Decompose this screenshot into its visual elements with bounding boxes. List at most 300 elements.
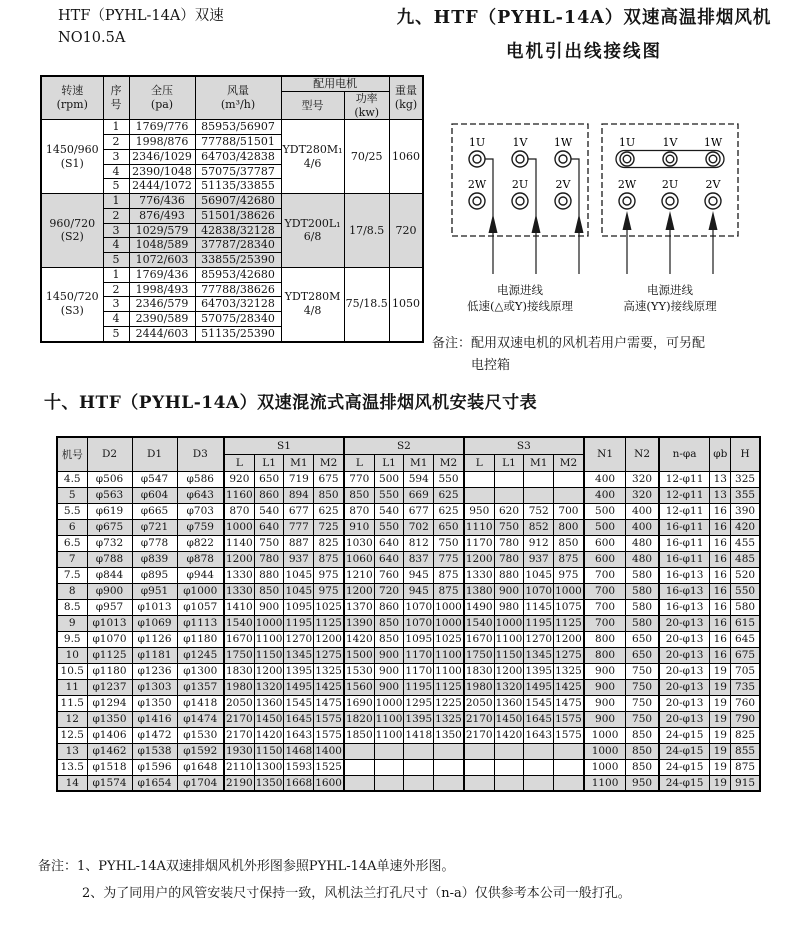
dim-cell: 900 [584, 663, 626, 679]
col-subheader-l: L [224, 454, 254, 471]
seq-cell: 3 [103, 223, 129, 238]
dim-cell: 16-φ11 [659, 535, 710, 551]
dim-cell: 920 [224, 471, 254, 487]
terminal-label: 2V [705, 178, 721, 191]
dim-cell: 1320 [255, 681, 283, 693]
dim-cell: 750 [626, 711, 659, 727]
note-line-2: 2、为了同用户的风管安装尺寸保持一致，风机法兰打孔尺寸（n-a）仅供参考本公司一般打孔。 [82, 885, 631, 901]
size-cell: 12.5 [57, 727, 87, 743]
dim-cell: 860 [374, 599, 404, 615]
dim-cell: 677 [284, 503, 314, 519]
dim-cell: 887 [284, 535, 314, 551]
dim-cell [524, 759, 554, 775]
dim-cell: 1275 [315, 649, 342, 661]
dim-cell: φ1538 [132, 743, 177, 759]
dim-cell: 485 [731, 551, 760, 567]
flow-cell: 51501/38626 [195, 208, 281, 223]
high-speed-caption: 电源进线 高速(YY)接线原理 [623, 283, 717, 314]
dim-cell: 837 [404, 551, 434, 567]
speed-cell: 960/720 (S2) [41, 194, 103, 268]
dim-cell [524, 487, 554, 503]
bus-bar [616, 151, 724, 168]
size-cell: 10.5 [57, 663, 87, 679]
dim-cell: 1475 [555, 697, 582, 709]
dim-cell: 1270 [285, 633, 313, 645]
dim-cell: φ1357 [177, 679, 224, 695]
dim-cell: 1670 [226, 633, 253, 645]
install-row [57, 743, 760, 759]
pressure-cell: 1029/579 [129, 223, 195, 238]
dim-cell [524, 471, 554, 487]
dim-cell: 900 [584, 695, 626, 711]
dim-cell: 1100 [435, 649, 462, 661]
dim-cell: φ839 [132, 551, 177, 567]
dim-cell: 1170 [405, 665, 433, 677]
dim-cell [434, 759, 464, 775]
size-cell: 4.5 [57, 471, 87, 487]
dim-cell: φ822 [177, 535, 224, 551]
dim-cell: 16 [710, 519, 731, 535]
dim-cell: 1275 [555, 649, 582, 661]
col-subheader-l: L [344, 454, 374, 471]
dim-cell: 752 [524, 503, 554, 519]
dim-cell: 2110 [226, 761, 253, 773]
seq-cell: 4 [103, 164, 129, 179]
dim-cell: φ1472 [132, 727, 177, 743]
install-row [57, 487, 760, 503]
dim-cell: 1200 [465, 553, 493, 565]
dim-cell: 1450 [255, 713, 283, 725]
dim-cell: φ1474 [177, 711, 224, 727]
dim-cell: 677 [404, 503, 434, 519]
dim-cell: 880 [494, 567, 524, 583]
dim-cell: 900 [254, 599, 284, 615]
size-cell: 6 [57, 519, 87, 535]
dim-cell: 19 [710, 727, 731, 743]
dim-cell: 1350 [435, 729, 462, 741]
weight-cell: 720 [389, 194, 423, 268]
install-row [57, 695, 760, 711]
dim-cell: 1420 [255, 729, 283, 741]
dim-cell [344, 743, 374, 759]
dim-cell: 1150 [495, 649, 523, 661]
dim-cell: φ1113 [177, 615, 224, 631]
dim-cell [494, 743, 524, 759]
dim-cell: 1150 [255, 649, 283, 661]
section9-note [432, 333, 776, 377]
dim-cell: 1850 [345, 729, 373, 741]
size-cell: 8.5 [57, 599, 87, 615]
dim-cell: 750 [626, 695, 659, 711]
dim-cell: φ703 [177, 503, 224, 519]
dim-cell: 1295 [405, 697, 433, 709]
bottom-terminals [619, 193, 721, 209]
col-subheader-l1: L1 [374, 454, 404, 471]
seq-cell: 3 [103, 149, 129, 164]
dim-cell: 20-φ13 [659, 647, 710, 663]
dim-cell: 320 [626, 471, 659, 487]
install-row [57, 535, 760, 551]
dim-cell: 19 [710, 695, 731, 711]
dim-cell: 1395 [285, 665, 313, 677]
col-header-pressure: 全压 (pa) [129, 76, 195, 120]
dim-cell: 16-φ11 [659, 551, 710, 567]
dim-cell: φ895 [132, 567, 177, 583]
dim-cell: 1195 [525, 617, 553, 629]
dim-cell: 950 [626, 775, 659, 791]
dim-cell: 1668 [284, 775, 314, 791]
dim-cell: 1425 [555, 681, 582, 693]
size-cell: 13 [57, 743, 87, 759]
dim-cell [494, 759, 524, 775]
dim-cell: φ732 [87, 535, 132, 551]
dim-cell: φ665 [132, 503, 177, 519]
speed-cell: 1450/720 (S3) [41, 267, 103, 341]
dim-cell: 1643 [285, 729, 313, 741]
dim-cell: 700 [584, 615, 626, 631]
seq-cell: 3 [103, 297, 129, 312]
speed-cell: 1450/960 (S1) [41, 120, 103, 194]
col-subheader-m2: M2 [554, 454, 584, 471]
dim-cell: φ1350 [87, 711, 132, 727]
dim-cell: 915 [731, 775, 760, 791]
size-cell: 9 [57, 615, 87, 631]
dim-cell [554, 487, 584, 503]
dim-cell: 480 [626, 535, 659, 551]
col-header-weight: 重量 (kg) [389, 76, 423, 120]
dim-cell: φ1350 [132, 695, 177, 711]
dim-cell: 760 [374, 567, 404, 583]
col-subheader-m1: M1 [524, 454, 554, 471]
flow-cell: 77788/38626 [195, 282, 281, 297]
flow-cell: 85953/42680 [195, 267, 281, 282]
dim-cell: 1380 [465, 585, 493, 597]
dim-cell: 900 [584, 711, 626, 727]
dim-cell: 1200 [255, 665, 283, 677]
dim-cell: 1170 [465, 537, 493, 549]
pressure-cell: 1072/603 [129, 253, 195, 268]
dim-cell: 390 [731, 503, 760, 519]
dim-cell: 1095 [405, 633, 433, 645]
dim-cell: 1270 [525, 633, 553, 645]
size-cell: 11 [57, 679, 87, 695]
dim-cell: 975 [314, 583, 344, 599]
dim-cell: 725 [314, 519, 344, 535]
dim-cell: 700 [584, 567, 626, 583]
dim-cell: 875 [731, 759, 760, 775]
size-cell: 12 [57, 711, 87, 727]
dim-cell: 1075 [555, 601, 582, 613]
terminal-label: 1U [618, 136, 636, 149]
size-cell: 5.5 [57, 503, 87, 519]
spec-table-wrap [40, 75, 424, 343]
flow-cell: 56907/42680 [195, 194, 281, 209]
size-cell: 10 [57, 647, 87, 663]
dim-cell: 1000 [435, 601, 462, 613]
dim-cell: 1100 [375, 713, 403, 725]
dim-cell: 550 [374, 519, 404, 535]
dim-cell: 420 [731, 519, 760, 535]
dim-cell: φ1180 [177, 631, 224, 647]
dim-cell: 1390 [345, 617, 373, 629]
dim-cell: 1100 [375, 729, 403, 741]
dim-cell: 1420 [495, 729, 523, 741]
dim-cell: 1000 [495, 617, 523, 629]
dim-cell: 640 [374, 535, 404, 551]
dim-cell: 16 [710, 615, 731, 631]
dim-cell: φ1704 [177, 775, 224, 791]
dim-cell: φ721 [132, 519, 177, 535]
dim-cell: 1645 [525, 713, 553, 725]
dim-cell: 850 [374, 615, 404, 631]
dim-cell: 1070 [525, 585, 553, 597]
dim-cell: 702 [404, 519, 434, 535]
dim-cell: 580 [626, 567, 659, 583]
note-line-1: 备注：1、PYHL-14A双速排烟风机外形图参照PYHL-14A单速外形图。 [38, 859, 455, 874]
dim-cell: 1200 [555, 633, 582, 645]
dim-cell: φ900 [87, 583, 132, 599]
dim-cell: 1100 [435, 665, 462, 677]
dim-cell: φ1592 [177, 743, 224, 759]
motor-power-cell: 75/18.5 [344, 267, 389, 341]
dim-cell: 640 [254, 519, 284, 535]
dim-cell: 1540 [465, 617, 493, 629]
install-row [57, 647, 760, 663]
install-row [57, 551, 760, 567]
dim-cell: 1110 [465, 521, 493, 533]
dim-cell: 1545 [525, 697, 553, 709]
motor-power-cell: 70/25 [344, 120, 389, 194]
dim-cell: 16-φ11 [659, 519, 710, 535]
dim-cell: 1345 [285, 649, 313, 661]
section9-title-line2: 电机引出线接线图 [506, 42, 662, 62]
dim-cell: 1045 [285, 585, 313, 597]
dim-cell: 850 [626, 759, 659, 775]
size-cell: 13.5 [57, 759, 87, 775]
note-label: 备注： [432, 336, 472, 351]
model-info [58, 6, 224, 50]
dim-cell: 900 [494, 583, 524, 599]
dim-cell: 1670 [465, 633, 493, 645]
terminal-label: 2V [555, 178, 571, 191]
dim-cell: 1980 [465, 681, 493, 693]
col-subheader-l1: L1 [254, 454, 284, 471]
col-header-s2: S2 [344, 437, 464, 454]
dim-cell: 1645 [285, 713, 313, 725]
install-row [57, 727, 760, 743]
dim-cell [554, 775, 584, 791]
terminal-label: 2W [467, 178, 487, 191]
col-header-motor-group: 配用电机 [281, 76, 389, 91]
dim-cell: 1490 [465, 601, 493, 613]
col-subheader-m2: M2 [314, 454, 344, 471]
low-speed-caption: 电源进线 低速(△或Y)接线原理 [467, 283, 573, 314]
dim-cell: 945 [404, 567, 434, 583]
dim-cell: 1575 [555, 713, 582, 725]
dim-cell: 20-φ13 [659, 615, 710, 631]
col-header-s3: S3 [464, 437, 584, 454]
dim-cell: 720 [374, 583, 404, 599]
size-cell: 7.5 [57, 567, 87, 583]
dim-cell: φ675 [87, 519, 132, 535]
dim-cell: 875 [434, 583, 464, 599]
col-header-speed: 转速 (rpm) [41, 76, 103, 120]
dim-cell: 16 [710, 631, 731, 647]
dim-cell: 1000 [584, 759, 626, 775]
size-cell: 7 [57, 551, 87, 567]
dim-cell: 1000 [555, 585, 582, 597]
dim-cell: 1060 [345, 553, 373, 565]
dim-cell: 675 [314, 471, 344, 487]
pressure-cell: 1998/493 [129, 282, 195, 297]
dim-cell: 2170 [465, 729, 493, 741]
model-name: HTF（PYHL-14A）双速 [58, 8, 224, 24]
size-cell: 6.5 [57, 535, 87, 551]
motor-model-cell: YDT280M 4/8 [281, 267, 344, 341]
section10-notes [38, 854, 631, 907]
dim-cell [464, 471, 494, 487]
dim-cell [464, 775, 494, 791]
dim-cell: 1468 [285, 745, 313, 757]
dim-cell: φ604 [132, 487, 177, 503]
dim-cell: φ759 [177, 519, 224, 535]
dim-cell: 750 [626, 663, 659, 679]
dim-cell: 20-φ13 [659, 631, 710, 647]
high-speed-wiring-svg [594, 114, 746, 282]
dim-cell: φ643 [177, 487, 224, 503]
dim-cell: φ951 [132, 583, 177, 599]
dim-cell: 1200 [495, 665, 523, 677]
dim-cell: 620 [494, 503, 524, 519]
dim-cell: 1025 [435, 633, 462, 645]
terminal-label: 1W [553, 136, 573, 149]
size-cell: 14 [57, 775, 87, 791]
col-header-h: H [731, 437, 760, 471]
col-header-b: φb [710, 437, 731, 471]
dim-cell: 1000 [375, 697, 403, 709]
dim-cell: 800 [584, 647, 626, 663]
dim-cell: 12-φ11 [659, 471, 710, 487]
spec-header-row1 [41, 76, 423, 91]
pressure-cell: 2346/1029 [129, 149, 195, 164]
flow-cell: 57075/37787 [195, 164, 281, 179]
seq-cell: 2 [103, 135, 129, 150]
dim-cell: 1690 [345, 697, 373, 709]
dim-cell [554, 743, 584, 759]
dim-cell: 975 [314, 567, 344, 583]
install-header-row1 [57, 437, 760, 454]
dim-cell: 1325 [435, 713, 462, 725]
dim-cell: 1200 [315, 633, 342, 645]
install-row [57, 583, 760, 599]
dim-cell: 1100 [584, 775, 626, 791]
dim-cell: 13 [710, 471, 731, 487]
terminal-label: 2U [661, 178, 679, 191]
top-terminals [620, 152, 720, 166]
dim-cell: φ1294 [87, 695, 132, 711]
dim-cell: 850 [344, 487, 374, 503]
dim-cell: 645 [731, 631, 760, 647]
dim-cell: φ1181 [132, 647, 177, 663]
dim-cell: 780 [494, 535, 524, 551]
dim-cell: 455 [731, 535, 760, 551]
dim-cell: 900 [374, 647, 404, 663]
terminal-label: 1V [512, 136, 528, 149]
dim-cell [524, 775, 554, 791]
dim-cell: 1100 [255, 633, 283, 645]
motor-model-cell: YDT280M₁ 4/6 [281, 120, 344, 194]
dim-cell [434, 775, 464, 791]
dim-cell: 750 [434, 535, 464, 551]
dim-cell: 16-φ13 [659, 583, 710, 599]
dim-cell: 1400 [315, 745, 342, 757]
dim-cell: 2170 [465, 713, 493, 725]
dim-cell: 870 [224, 503, 254, 519]
install-row [57, 567, 760, 583]
seq-cell: 5 [103, 179, 129, 194]
dim-cell: 19 [710, 663, 731, 679]
dim-cell [404, 775, 434, 791]
dim-cell: φ1180 [87, 663, 132, 679]
dim-cell: 2050 [465, 697, 493, 709]
dim-cell: 550 [434, 471, 464, 487]
model-number: NO10.5A [58, 29, 126, 46]
dim-cell: φ1125 [87, 647, 132, 663]
col-subheader-m1: M1 [284, 454, 314, 471]
col-header-seq: 序 号 [103, 76, 129, 120]
dim-cell: 1330 [226, 569, 253, 581]
dim-cell: 320 [626, 487, 659, 503]
col-header-n2: N2 [626, 437, 659, 471]
dim-cell: 875 [314, 551, 344, 567]
dim-cell [434, 743, 464, 759]
pressure-cell: 1048/589 [129, 238, 195, 253]
dim-cell: 900 [374, 679, 404, 695]
dim-cell [524, 743, 554, 759]
dim-cell: φ1530 [177, 727, 224, 743]
dim-cell: 850 [374, 631, 404, 647]
dim-cell: 777 [284, 519, 314, 535]
dim-cell: 1000 [584, 743, 626, 759]
dim-cell: 790 [731, 711, 760, 727]
dim-cell: 580 [626, 583, 659, 599]
pressure-cell: 2444/1072 [129, 179, 195, 194]
dim-cell: 1475 [315, 697, 342, 709]
dim-cell: φ1574 [87, 775, 132, 791]
terminal-label: 1U [468, 136, 486, 149]
dim-cell: 1000 [584, 727, 626, 743]
dim-cell: φ878 [177, 551, 224, 567]
dim-cell: φ547 [132, 471, 177, 487]
dim-cell: 1600 [314, 775, 344, 791]
dim-cell: 16 [710, 583, 731, 599]
dim-cell: 750 [626, 679, 659, 695]
dim-cell: 550 [731, 583, 760, 599]
motor-model-cell: YDT200L₁ 6/8 [281, 194, 344, 268]
dim-cell: 937 [284, 551, 314, 567]
dim-cell: φ1300 [177, 663, 224, 679]
col-header-d1: D1 [132, 437, 177, 471]
dim-cell: 400 [626, 519, 659, 535]
flow-cell: 64703/42838 [195, 149, 281, 164]
dim-cell: 650 [254, 471, 284, 487]
seq-cell: 2 [103, 208, 129, 223]
seq-cell: 5 [103, 253, 129, 268]
dim-cell: 1530 [345, 665, 373, 677]
dim-cell: φ1013 [87, 615, 132, 631]
dim-cell: 2170 [226, 713, 253, 725]
dim-cell: 400 [626, 503, 659, 519]
